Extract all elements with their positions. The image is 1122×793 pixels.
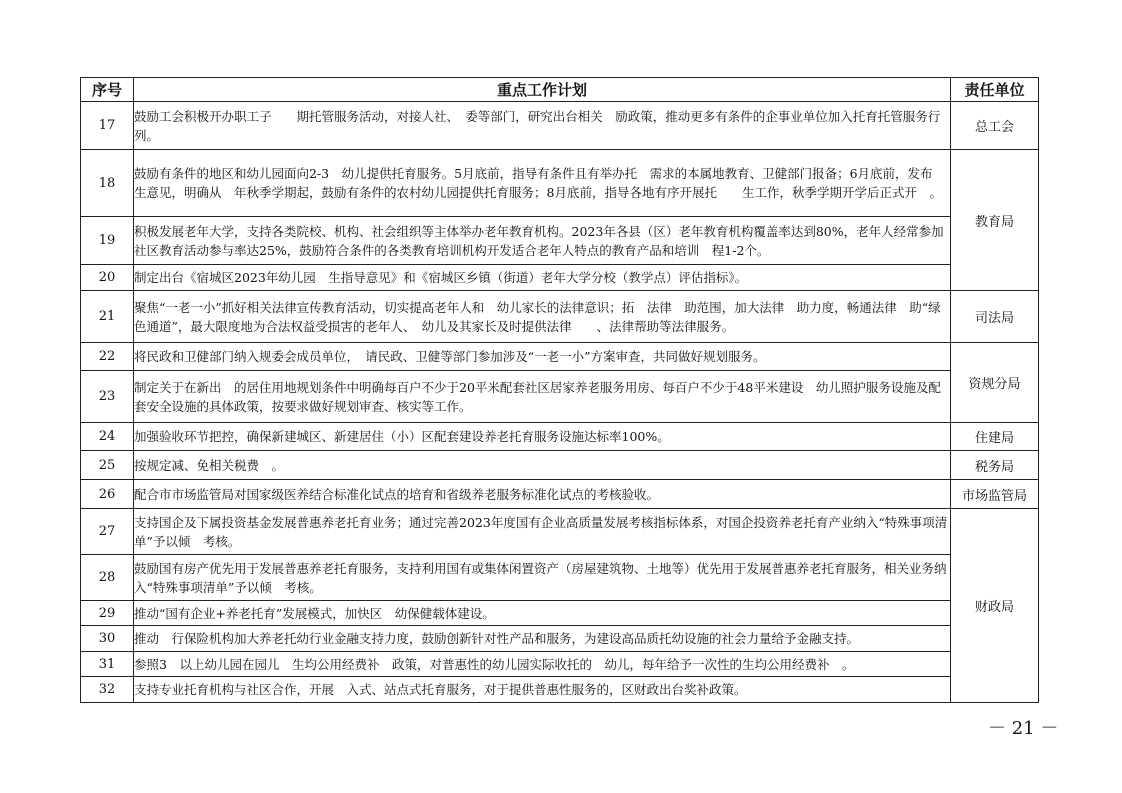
table-row bbox=[81, 480, 1039, 509]
header-seq: 序号 bbox=[81, 78, 134, 102]
row-plan-text: 积极发展老年大学，支持各类院校、机构、社会组织等主体举办老年教育机构。2023年各县（区）老年教育机构覆盖率达到80%，老年人经常参加社区教育活动参与率达25%，鼓励符合条件的各类教育培训机构开发适合老年人特点的教育产品和培训 程1-2个。 bbox=[134, 217, 951, 265]
row-number: 27 bbox=[81, 509, 134, 555]
row-plan-text: 参照3 以上幼儿园在园儿 生均公用经费补 政策，对普惠性的幼儿园实际收托的 幼儿，每年给予一次性的生均公用经费补 。 bbox=[134, 652, 951, 677]
work-plan-table bbox=[80, 77, 1039, 703]
responsible-unit: 教育局 bbox=[951, 150, 1039, 291]
responsible-unit: 总工会 bbox=[951, 102, 1039, 150]
row-plan-text: 支持国企及下属投资基金发展普惠养老托育业务；通过完善2023年度国有企业高质量发展考核指标体系，对国企投资养老托育产业纳入“特殊事项清单”予以倾 考核。 bbox=[134, 509, 951, 555]
row-number: 31 bbox=[81, 652, 134, 677]
table-row bbox=[81, 291, 1039, 343]
row-plan-text: 鼓励有条件的地区和幼儿园面向2-3 幼儿提供托育服务。5月底前，指导有条件且有举办托 需求的本属地教育、卫健部门报备；6月底前，发布 生意见，明确从 年秋季学期起，鼓励有条件的农村幼儿园提供托育服务；8月底前，指导各地有序开展托 生工作，秋季学期开学后正式开 。 bbox=[134, 150, 951, 217]
row-number: 19 bbox=[81, 217, 134, 265]
table-row bbox=[81, 265, 1039, 291]
table-row bbox=[81, 626, 1039, 652]
row-number: 29 bbox=[81, 601, 134, 626]
table-row bbox=[81, 509, 1039, 555]
row-number: 18 bbox=[81, 150, 134, 217]
row-number: 25 bbox=[81, 451, 134, 480]
row-plan-text: 鼓励国有房产优先用于发展普惠养老托育服务，支持利用国有或集体闲置资产（房屋建筑物、土地等）优先用于发展普惠养老托育服务，相关业务纳入“特殊事项清单”予以倾 考核。 bbox=[134, 555, 951, 601]
table-row bbox=[81, 555, 1039, 601]
row-plan-text: 按规定减、免相关税费 。 bbox=[134, 451, 951, 480]
row-plan-text: 推动 行保险机构加大养老托幼行业金融支持力度，鼓励创新针对性产品和服务，为建设高品质托幼设施的社会力量给予金融支持。 bbox=[134, 626, 951, 652]
row-plan-text: 制定关于在新出 的居住用地规划条件中明确每百户不少于20平米配套社区居家养老服务用房、每百户不少于48平米建设 幼儿照护服务设施及配套安全设施的具体政策，按要求做好规划审查、核实等工作。 bbox=[134, 371, 951, 423]
row-number: 21 bbox=[81, 291, 134, 343]
row-number: 17 bbox=[81, 102, 134, 150]
row-plan-text: 配合市市场监管局对国家级医养结合标准化试点的培育和省级养老服务标准化试点的考核验收。 bbox=[134, 480, 951, 509]
row-plan-text: 推动“国有企业+养老托育”发展模式，加快区 幼保健载体建设。 bbox=[134, 601, 951, 626]
responsible-unit: 市场监管局 bbox=[951, 480, 1039, 509]
table-row bbox=[81, 343, 1039, 371]
table-row bbox=[81, 423, 1039, 451]
table-header-row bbox=[81, 78, 1039, 102]
row-plan-text: 支持专业托育机构与社区合作，开展 入式、站点式托育服务，对于提供普惠性服务的，区财政出台奖补政策。 bbox=[134, 677, 951, 703]
row-number: 28 bbox=[81, 555, 134, 601]
row-plan-text: 鼓励工会积极开办职工子 期托管服务活动，对接人社、 委等部门，研究出台相关 励政策，推动更多有条件的企事业单位加入托育托管服务行列。 bbox=[134, 102, 951, 150]
table-row bbox=[81, 652, 1039, 677]
header-unit: 责任单位 bbox=[951, 78, 1039, 102]
table-row bbox=[81, 150, 1039, 217]
row-plan-text: 加强验收环节把控，确保新建城区、新建居住（小）区配套建设养老托育服务设施达标率100%。 bbox=[134, 423, 951, 451]
table-row bbox=[81, 102, 1039, 150]
row-number: 22 bbox=[81, 343, 134, 371]
row-number: 32 bbox=[81, 677, 134, 703]
table-row bbox=[81, 371, 1039, 423]
row-plan-text: 将民政和卫健部门纳入规委会成员单位， 请民政、卫健等部门参加涉及“一老一小”方案审查，共同做好规划服务。 bbox=[134, 343, 951, 371]
responsible-unit: 税务局 bbox=[951, 451, 1039, 480]
row-plan-text: 聚焦“一老一小”抓好相关法律宣传教育活动，切实提高老年人和 幼儿家长的法律意识；拓 法律 助范围，加大法律 助力度，畅通法律 助“绿色通道”，最大限度地为合法权益受损害的老年人、 幼儿及其家长及时提供法律 、法律帮助等法律服务。 bbox=[134, 291, 951, 343]
page-number: － 21 － bbox=[988, 718, 1059, 739]
row-number: 23 bbox=[81, 371, 134, 423]
responsible-unit: 住建局 bbox=[951, 423, 1039, 451]
row-plan-text: 制定出台《宿城区2023年幼儿园 生指导意见》和《宿城区乡镇（街道）老年大学分校（教学点）评估指标》。 bbox=[134, 265, 951, 291]
table-row bbox=[81, 677, 1039, 703]
row-number: 30 bbox=[81, 626, 134, 652]
table-row bbox=[81, 217, 1039, 265]
table-row bbox=[81, 451, 1039, 480]
responsible-unit: 司法局 bbox=[951, 291, 1039, 343]
responsible-unit: 财政局 bbox=[951, 509, 1039, 703]
responsible-unit: 资规分局 bbox=[951, 343, 1039, 423]
row-number: 24 bbox=[81, 423, 134, 451]
header-plan: 重点工作计划 bbox=[134, 78, 951, 102]
row-number: 20 bbox=[81, 265, 134, 291]
row-number: 26 bbox=[81, 480, 134, 509]
table-row bbox=[81, 601, 1039, 626]
